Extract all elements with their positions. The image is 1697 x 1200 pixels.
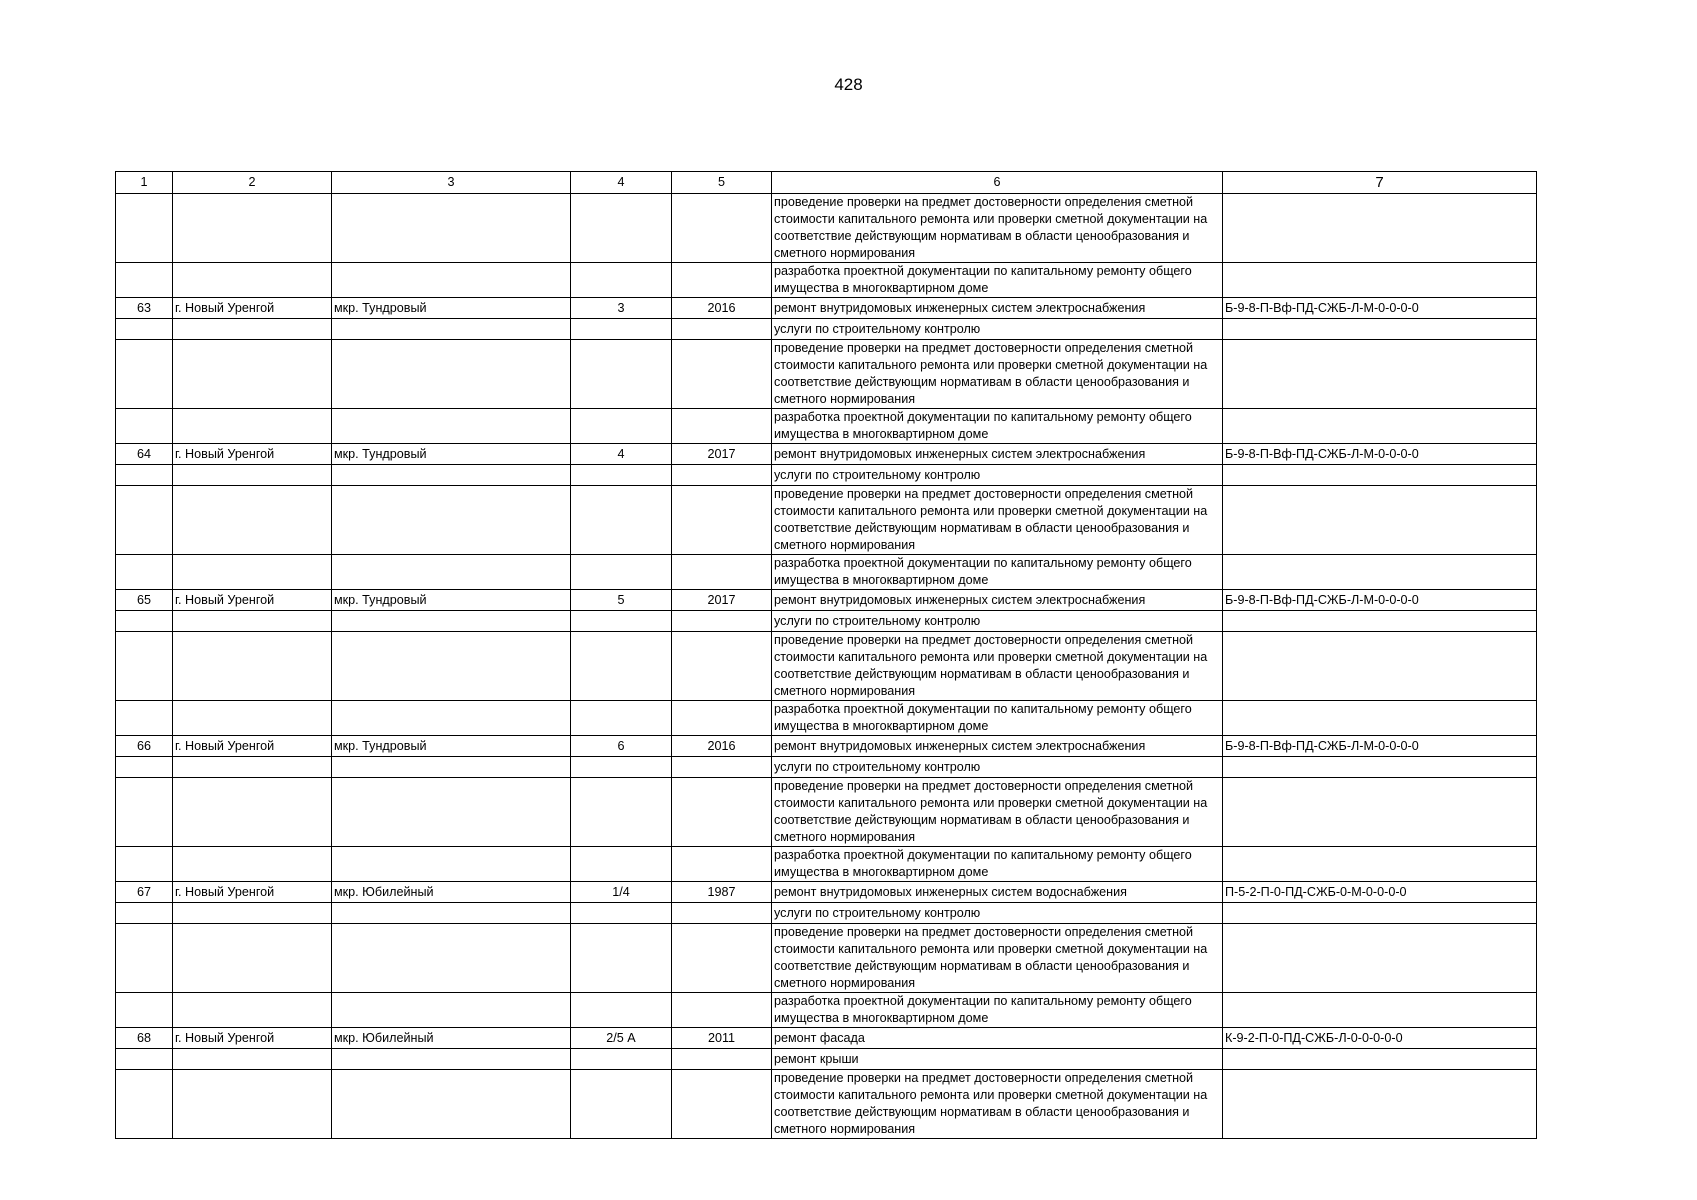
- building-code-cell: [1223, 757, 1537, 778]
- table-row: [116, 409, 1537, 444]
- work-type-cell: проведение проверки на предмет достоверности определения сметной стоимости капитального ремонта или проверки сметной документации на соответствие действующим нормативам в области ценообразования и сметного нормирования: [772, 340, 1223, 409]
- house-number-cell: [571, 319, 672, 340]
- building-code-cell: [1223, 465, 1537, 486]
- street-cell: [332, 924, 571, 993]
- house-number-cell: [571, 924, 672, 993]
- year-cell: [672, 847, 772, 882]
- house-number-cell: [571, 701, 672, 736]
- table-row: [116, 1028, 1537, 1049]
- row-number-cell: 66: [116, 736, 173, 757]
- city-cell: [173, 194, 332, 263]
- street-cell: [332, 263, 571, 298]
- street-cell: [332, 194, 571, 263]
- row-number-cell: [116, 555, 173, 590]
- work-type-cell: разработка проектной документации по капитальному ремонту общего имущества в многоквартирном доме: [772, 847, 1223, 882]
- street-cell: [332, 847, 571, 882]
- table-row: [116, 701, 1537, 736]
- work-type-cell: проведение проверки на предмет достоверности определения сметной стоимости капитального ремонта или проверки сметной документации на соответствие действующим нормативам в области ценообразования и сметного нормирования: [772, 778, 1223, 847]
- column-header: 3: [332, 172, 571, 194]
- city-cell: г. Новый Уренгой: [173, 1028, 332, 1049]
- street-cell: мкр. Тундровый: [332, 298, 571, 319]
- building-code-cell: [1223, 903, 1537, 924]
- row-number-cell: [116, 263, 173, 298]
- work-type-cell: разработка проектной документации по капитальному ремонту общего имущества в многоквартирном доме: [772, 409, 1223, 444]
- building-code-cell: [1223, 611, 1537, 632]
- street-cell: [332, 757, 571, 778]
- row-number-cell: [116, 1070, 173, 1139]
- house-number-cell: [571, 465, 672, 486]
- city-cell: [173, 319, 332, 340]
- column-header: 1: [116, 172, 173, 194]
- year-cell: 1987: [672, 882, 772, 903]
- street-cell: [332, 1070, 571, 1139]
- year-cell: 2017: [672, 444, 772, 465]
- building-code-cell: [1223, 486, 1537, 555]
- row-number-cell: 64: [116, 444, 173, 465]
- city-cell: [173, 340, 332, 409]
- city-cell: [173, 993, 332, 1028]
- year-cell: [672, 486, 772, 555]
- row-number-cell: [116, 194, 173, 263]
- row-number-cell: 63: [116, 298, 173, 319]
- street-cell: [332, 319, 571, 340]
- year-cell: [672, 194, 772, 263]
- city-cell: г. Новый Уренгой: [173, 444, 332, 465]
- table-row: [116, 736, 1537, 757]
- house-number-cell: [571, 263, 672, 298]
- row-number-cell: 67: [116, 882, 173, 903]
- house-number-cell: [571, 847, 672, 882]
- street-cell: мкр. Юбилейный: [332, 1028, 571, 1049]
- house-number-cell: 2/5 А: [571, 1028, 672, 1049]
- work-type-cell: проведение проверки на предмет достоверности определения сметной стоимости капитального ремонта или проверки сметной документации на соответствие действующим нормативам в области ценообразования и сметного нормирования: [772, 632, 1223, 701]
- house-number-cell: 5: [571, 590, 672, 611]
- column-header: 7: [1223, 172, 1537, 194]
- row-number-cell: 65: [116, 590, 173, 611]
- building-code-cell: [1223, 632, 1537, 701]
- year-cell: [672, 319, 772, 340]
- table-header-row: [116, 172, 1537, 194]
- year-cell: [672, 1070, 772, 1139]
- city-cell: г. Новый Уренгой: [173, 736, 332, 757]
- table-row: [116, 486, 1537, 555]
- row-number-cell: [116, 319, 173, 340]
- building-code-cell: [1223, 701, 1537, 736]
- house-number-cell: 6: [571, 736, 672, 757]
- row-number-cell: [116, 778, 173, 847]
- building-code-cell: [1223, 1070, 1537, 1139]
- building-code-cell: Б-9-8-П-Вф-ПД-СЖБ-Л-М-0-0-0-0: [1223, 590, 1537, 611]
- column-header: 2: [173, 172, 332, 194]
- building-code-cell: [1223, 1049, 1537, 1070]
- city-cell: [173, 263, 332, 298]
- house-number-cell: [571, 555, 672, 590]
- house-number-cell: [571, 340, 672, 409]
- city-cell: [173, 1070, 332, 1139]
- year-cell: [672, 757, 772, 778]
- work-type-cell: проведение проверки на предмет достоверности определения сметной стоимости капитального ремонта или проверки сметной документации на соответствие действующим нормативам в области ценообразования и сметного нормирования: [772, 194, 1223, 263]
- street-cell: [332, 465, 571, 486]
- table-row: [116, 1049, 1537, 1070]
- city-cell: [173, 778, 332, 847]
- column-header: 5: [672, 172, 772, 194]
- work-type-cell: ремонт фасада: [772, 1028, 1223, 1049]
- work-type-cell: ремонт внутридомовых инженерных систем электроснабжения: [772, 444, 1223, 465]
- work-type-cell: ремонт внутридомовых инженерных систем электроснабжения: [772, 736, 1223, 757]
- table-row: [116, 1070, 1537, 1139]
- street-cell: [332, 778, 571, 847]
- work-type-cell: ремонт внутридомовых инженерных систем электроснабжения: [772, 590, 1223, 611]
- street-cell: [332, 409, 571, 444]
- building-code-cell: [1223, 263, 1537, 298]
- table-row: [116, 903, 1537, 924]
- year-cell: [672, 1049, 772, 1070]
- building-code-cell: Б-9-8-П-Вф-ПД-СЖБ-Л-М-0-0-0-0: [1223, 736, 1537, 757]
- year-cell: 2017: [672, 590, 772, 611]
- work-type-cell: разработка проектной документации по капитальному ремонту общего имущества в многоквартирном доме: [772, 701, 1223, 736]
- street-cell: [332, 555, 571, 590]
- row-number-cell: [116, 632, 173, 701]
- house-number-cell: [571, 1070, 672, 1139]
- building-code-cell: К-9-2-П-0-ПД-СЖБ-Л-0-0-0-0-0: [1223, 1028, 1537, 1049]
- table-row: [116, 340, 1537, 409]
- year-cell: [672, 555, 772, 590]
- city-cell: г. Новый Уренгой: [173, 298, 332, 319]
- city-cell: [173, 486, 332, 555]
- year-cell: [672, 465, 772, 486]
- table-row: [116, 632, 1537, 701]
- row-number-cell: [116, 340, 173, 409]
- building-code-cell: П-5-2-П-0-ПД-СЖБ-0-М-0-0-0-0: [1223, 882, 1537, 903]
- work-type-cell: проведение проверки на предмет достоверности определения сметной стоимости капитального ремонта или проверки сметной документации на соответствие действующим нормативам в области ценообразования и сметного нормирования: [772, 1070, 1223, 1139]
- year-cell: [672, 924, 772, 993]
- table-row: [116, 194, 1537, 263]
- work-type-cell: ремонт крыши: [772, 1049, 1223, 1070]
- city-cell: [173, 847, 332, 882]
- year-cell: [672, 778, 772, 847]
- year-cell: [672, 701, 772, 736]
- city-cell: [173, 757, 332, 778]
- row-number-cell: [116, 993, 173, 1028]
- work-type-cell: проведение проверки на предмет достоверности определения сметной стоимости капитального ремонта или проверки сметной документации на соответствие действующим нормативам в области ценообразования и сметного нормирования: [772, 486, 1223, 555]
- street-cell: [332, 701, 571, 736]
- street-cell: [332, 611, 571, 632]
- building-code-cell: [1223, 340, 1537, 409]
- building-code-cell: Б-9-8-П-Вф-ПД-СЖБ-Л-М-0-0-0-0: [1223, 444, 1537, 465]
- house-number-cell: [571, 194, 672, 263]
- table-row: [116, 444, 1537, 465]
- house-number-cell: [571, 757, 672, 778]
- street-cell: [332, 486, 571, 555]
- building-code-cell: Б-9-8-П-Вф-ПД-СЖБ-Л-М-0-0-0-0: [1223, 298, 1537, 319]
- table-row: [116, 993, 1537, 1028]
- work-type-cell: разработка проектной документации по капитальному ремонту общего имущества в многоквартирном доме: [772, 263, 1223, 298]
- column-header: 6: [772, 172, 1223, 194]
- work-type-cell: услуги по строительному контролю: [772, 757, 1223, 778]
- column-header: 4: [571, 172, 672, 194]
- house-number-cell: [571, 611, 672, 632]
- year-cell: [672, 611, 772, 632]
- row-number-cell: [116, 486, 173, 555]
- row-number-cell: 68: [116, 1028, 173, 1049]
- house-number-cell: [571, 409, 672, 444]
- year-cell: [672, 993, 772, 1028]
- row-number-cell: [116, 611, 173, 632]
- year-cell: 2016: [672, 736, 772, 757]
- work-type-cell: ремонт внутридомовых инженерных систем электроснабжения: [772, 298, 1223, 319]
- city-cell: [173, 465, 332, 486]
- house-number-cell: [571, 632, 672, 701]
- city-cell: [173, 924, 332, 993]
- house-number-cell: [571, 486, 672, 555]
- table-row: [116, 778, 1537, 847]
- street-cell: мкр. Юбилейный: [332, 882, 571, 903]
- street-cell: мкр. Тундровый: [332, 444, 571, 465]
- building-code-cell: [1223, 555, 1537, 590]
- row-number-cell: [116, 757, 173, 778]
- city-cell: [173, 1049, 332, 1070]
- work-type-cell: разработка проектной документации по капитальному ремонту общего имущества в многоквартирном доме: [772, 555, 1223, 590]
- year-cell: 2016: [672, 298, 772, 319]
- year-cell: [672, 263, 772, 298]
- building-code-cell: [1223, 924, 1537, 993]
- table-row: [116, 263, 1537, 298]
- work-type-cell: услуги по строительному контролю: [772, 611, 1223, 632]
- city-cell: [173, 611, 332, 632]
- row-number-cell: [116, 701, 173, 736]
- work-type-cell: услуги по строительному контролю: [772, 903, 1223, 924]
- year-cell: 2011: [672, 1028, 772, 1049]
- city-cell: [173, 632, 332, 701]
- table-row: [116, 590, 1537, 611]
- table-row: [116, 757, 1537, 778]
- street-cell: [332, 903, 571, 924]
- house-number-cell: [571, 1049, 672, 1070]
- city-cell: [173, 409, 332, 444]
- house-number-cell: 3: [571, 298, 672, 319]
- house-number-cell: [571, 993, 672, 1028]
- row-number-cell: [116, 409, 173, 444]
- table-row: [116, 611, 1537, 632]
- city-cell: [173, 701, 332, 736]
- table-row: [116, 847, 1537, 882]
- building-code-cell: [1223, 778, 1537, 847]
- table-row: [116, 298, 1537, 319]
- capital-repair-table: [115, 171, 1537, 1139]
- street-cell: [332, 632, 571, 701]
- building-code-cell: [1223, 847, 1537, 882]
- row-number-cell: [116, 465, 173, 486]
- work-type-cell: проведение проверки на предмет достоверности определения сметной стоимости капитального ремонта или проверки сметной документации на соответствие действующим нормативам в области ценообразования и сметного нормирования: [772, 924, 1223, 993]
- building-code-cell: [1223, 993, 1537, 1028]
- row-number-cell: [116, 924, 173, 993]
- year-cell: [672, 340, 772, 409]
- house-number-cell: [571, 778, 672, 847]
- year-cell: [672, 632, 772, 701]
- city-cell: [173, 555, 332, 590]
- city-cell: г. Новый Уренгой: [173, 882, 332, 903]
- city-cell: г. Новый Уренгой: [173, 590, 332, 611]
- street-cell: [332, 340, 571, 409]
- house-number-cell: [571, 903, 672, 924]
- work-type-cell: услуги по строительному контролю: [772, 319, 1223, 340]
- table-row: [116, 465, 1537, 486]
- street-cell: мкр. Тундровый: [332, 590, 571, 611]
- row-number-cell: [116, 1049, 173, 1070]
- table-row: [116, 319, 1537, 340]
- city-cell: [173, 903, 332, 924]
- street-cell: [332, 1049, 571, 1070]
- table-row: [116, 924, 1537, 993]
- street-cell: мкр. Тундровый: [332, 736, 571, 757]
- page-number: 428: [834, 75, 863, 94]
- building-code-cell: [1223, 409, 1537, 444]
- work-type-cell: услуги по строительному контролю: [772, 465, 1223, 486]
- table-row: [116, 555, 1537, 590]
- house-number-cell: 4: [571, 444, 672, 465]
- building-code-cell: [1223, 194, 1537, 263]
- year-cell: [672, 903, 772, 924]
- row-number-cell: [116, 847, 173, 882]
- table-row: [116, 882, 1537, 903]
- building-code-cell: [1223, 319, 1537, 340]
- year-cell: [672, 409, 772, 444]
- work-type-cell: разработка проектной документации по капитальному ремонту общего имущества в многоквартирном доме: [772, 993, 1223, 1028]
- house-number-cell: 1/4: [571, 882, 672, 903]
- work-type-cell: ремонт внутридомовых инженерных систем водоснабжения: [772, 882, 1223, 903]
- street-cell: [332, 993, 571, 1028]
- row-number-cell: [116, 903, 173, 924]
